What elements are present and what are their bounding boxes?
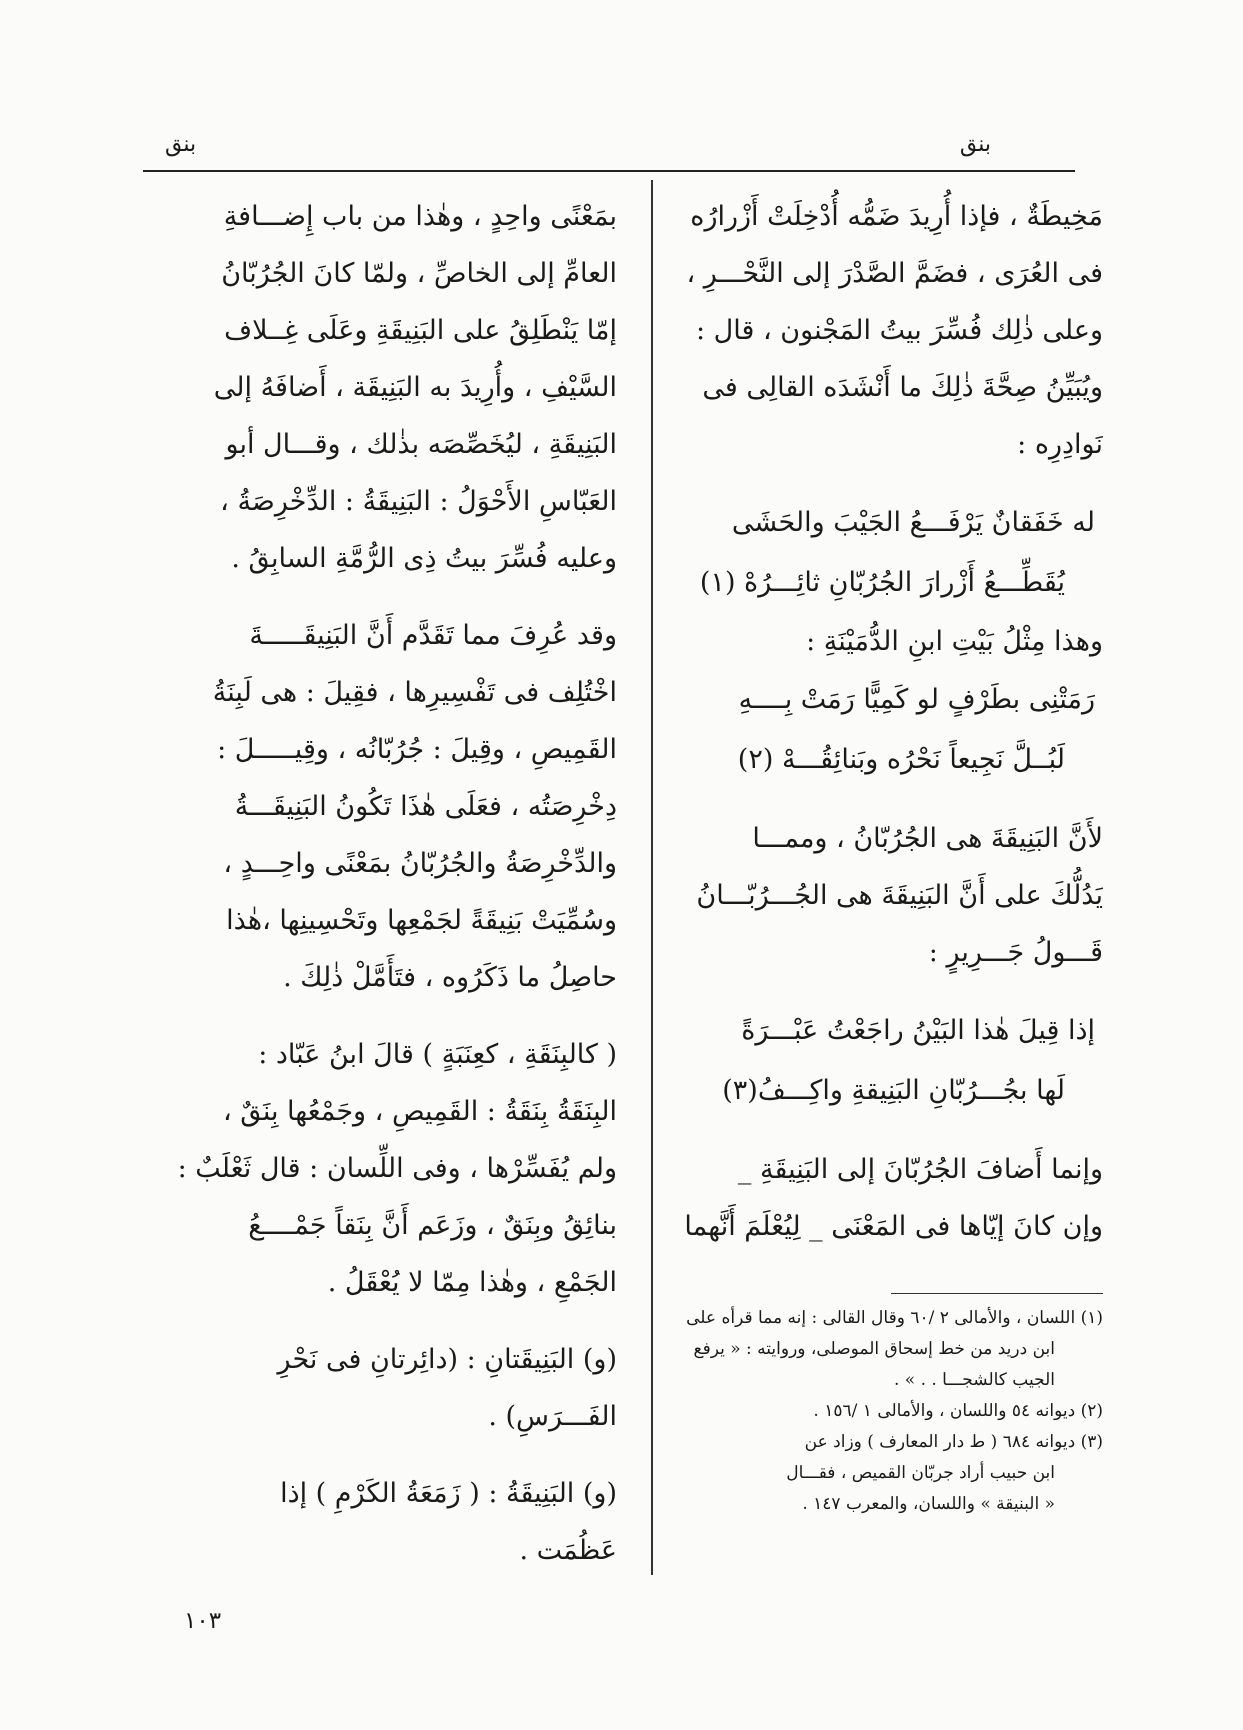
verse-line: لَبُــلَّ نَجِيعاً نَحْرُه وبَنائِقُـــهْ (٢) xyxy=(737,744,1065,775)
footnote-line: ابن حبيب أراد جربّان القميص ، فقـــال xyxy=(786,1463,1055,1483)
text-line: وإنما أَضافَ الجُرُبّانَ إلى البَنِيقَةِ _ xyxy=(737,1154,1103,1185)
text-line: إمّا يَنْطَلِقُ على البَنِيقَةِ وعَلَى غِــلاف xyxy=(224,315,617,346)
paragraph xyxy=(147,1026,617,1311)
text-line: الفَـــرَسِ) . xyxy=(488,1401,617,1432)
text-line: وسُمِّيَتْ بَنِيقَةً لجَمْعِها وتَحْسِينِها ،هٰذا xyxy=(226,905,617,936)
left-column xyxy=(147,188,617,1579)
footnote-line: (١) اللسان ، والأمالى ٢ /٦٠ وقال القالى : إنه مما قرأه على xyxy=(686,1308,1103,1328)
text-line: القَمِيصِ ، وقِيلَ : جُرُبّانُه ، وقِيـــــلَ : xyxy=(217,734,617,765)
text-line: البَنِيقَةِ ، ليُخَصِّصَه بذٰلك ، وقـــال أبو xyxy=(225,429,617,460)
text-line: دِخْرِصَتُه ، فعَلَى هٰذَا تَكُونُ البَنِيقَـــةُ xyxy=(234,791,617,822)
footnote-line: « البنيقة » واللسان، والمعرب ١٤٧ . xyxy=(802,1494,1055,1514)
footnote-line: (٢) ديوانه ٥٤ واللسان ، والأمالى ١ /١٥٦ . xyxy=(813,1401,1103,1421)
text-line: بنائِقُ وبِنَقٌ ، وزَعَم أَنَّ بِنَقاً جَمْــــعُ xyxy=(248,1210,617,1241)
footnote-line: الجيب كالشجـــا . . » . xyxy=(893,1370,1055,1390)
paragraph xyxy=(147,188,617,587)
text-line: قَـــولُ جَـــرِيرٍ : xyxy=(928,937,1103,968)
text-line: فى العُرَى ، فضَمَّ الصَّدْرَ إلى النَّحْـــرِ ، xyxy=(686,258,1103,289)
text-line: (و) البَنِيقَةُ : ( زَمَعَةُ الكَرْمِ ) إذا xyxy=(280,1478,617,1509)
text-line: لأَنَّ البَنِيقَةَ هى الجُرُبّانُ ، وممـــا xyxy=(752,823,1103,854)
verse xyxy=(633,1001,1103,1121)
text-line: حاصِلُ ما ذَكَرُوه ، فتَأَمَّلْ ذٰلِكَ . xyxy=(283,962,617,993)
text-line: وعلى ذٰلِك فُسِّرَ بيتُ المَجْنون ، قال : xyxy=(696,315,1103,346)
text-line: (و) البَنِيقَتانِ : (دائِرتانِ فى نَحْرِ xyxy=(277,1344,617,1375)
text-line: عَظُمَت . xyxy=(519,1535,617,1566)
page-number: ١٠٣ xyxy=(184,1608,222,1634)
text-line: ( كالبِنَقَةِ ، كعِنَبَةٍ ) قالَ ابنُ عَبّاد : xyxy=(258,1039,617,1070)
paragraph xyxy=(633,613,1103,670)
header-left: بنق xyxy=(165,132,197,157)
text-line: العامِّ إلى الخاصِّ ، ولمّا كانَ الجُرُبّانُ xyxy=(221,258,617,289)
verse-line: رَمَتْنِى بطَرْفٍ لو كَمِيًّا رَمَتْ بِــــهِ xyxy=(738,684,1095,715)
header-right: بنق xyxy=(959,132,991,157)
text-line: وهذا مِثْلُ بَيْتِ ابنِ الدُّمَيْنَةِ : xyxy=(806,626,1103,657)
text-line: العَبّاسِ الأَحْوَلُ : البَنِيقَةُ : الدِّخْرِصَةُ ، xyxy=(220,486,617,517)
text-line: ولم يُفَسِّرْها ، وفى اللِّسان : قال ثَعْلَبٌ : xyxy=(177,1153,617,1184)
text-line: وعليه فُسِّرَ بيتُ ذِى الرُّمَّةِ السابِقُ . xyxy=(231,543,617,574)
paragraph xyxy=(633,810,1103,981)
paragraph xyxy=(633,188,1103,473)
verse-line: إذا قِيلَ هٰذا البَيْنُ راجَعْتُ عَبْـــرَةً xyxy=(741,1015,1095,1046)
right-column xyxy=(633,188,1103,1255)
text-line: بمَعْنًى واحِدٍ ، وهٰذا من باب إِضـــافةِ xyxy=(223,201,617,232)
text-line: ويُبَيِّنُ صِحَّةَ ذٰلِكَ ما أَنْشَدَه القالِى فى xyxy=(702,372,1103,403)
text-line: والدِّخْرِصَةُ والجُرُبّانُ بمَعْنًى واحِـــدٍ ، xyxy=(223,848,617,879)
verse-line: يُقَطِّـــعُ أَزْرارَ الجُرُبّانِ ثائِـــرُهْ (١) xyxy=(699,567,1065,598)
verse-line: لَها بجُـــرُبّانِ البَنِيقةِ واكِـــفُ(٣) xyxy=(722,1075,1065,1106)
verse-line: له خَفَقانٌ يَرْفَـــعُ الجَيْبَ والحَشَى xyxy=(731,507,1095,538)
paragraph xyxy=(147,1331,617,1445)
footnotes xyxy=(633,1303,1103,1520)
paragraph xyxy=(147,607,617,1006)
paragraph xyxy=(147,1465,617,1579)
verse xyxy=(633,493,1103,613)
text-line: البِنَقَةُ بِنَقَةُ : القَمِيصِ ، وجَمْعُها بِنَقٌ ، xyxy=(223,1096,617,1127)
paragraph xyxy=(633,1141,1103,1255)
text-line: يَدُلُّكَ على أَنَّ البَنِيقَةَ هى الجُـــرُبّـــانُ xyxy=(696,880,1103,911)
text-line: السَّيْفِ ، وأُرِيدَ به البَنِيقَة ، أَضافَهُ إلى xyxy=(213,372,617,403)
text-line: وقد عُرِفَ مما تَقَدَّم أَنَّ البَنِيقَـــــةَ xyxy=(249,620,617,651)
verse xyxy=(633,670,1103,790)
header-rule xyxy=(143,170,1075,172)
footnote-line: ابن دريد من خط إسحاق الموصلى، وروايته : « يرفع xyxy=(693,1339,1055,1359)
text-line: الجَمْعِ ، وهٰذا مِمّا لا يُعْقَلُ . xyxy=(327,1267,617,1298)
footnote-rule xyxy=(891,1293,1103,1294)
footnote-line: (٣) ديوانه ٦٨٤ ( ط دار المعارف ) وزاد عن xyxy=(804,1432,1103,1452)
text-line: وإن كانَ إيّاها فى المَعْنَى _ لِيُعْلَمَ أَنَّهما xyxy=(684,1211,1103,1242)
text-line: مَخِيطَةٌ ، فإذا أُرِيدَ ضَمُّه أُدْخِلَتْ أَزْرارُه xyxy=(690,201,1103,232)
text-line: نَوادِرِه : xyxy=(1017,429,1103,460)
text-line: اخْتُلِف فى تَفْسِيرِها ، فقِيلَ : هى لَبِنَةُ xyxy=(212,677,617,708)
